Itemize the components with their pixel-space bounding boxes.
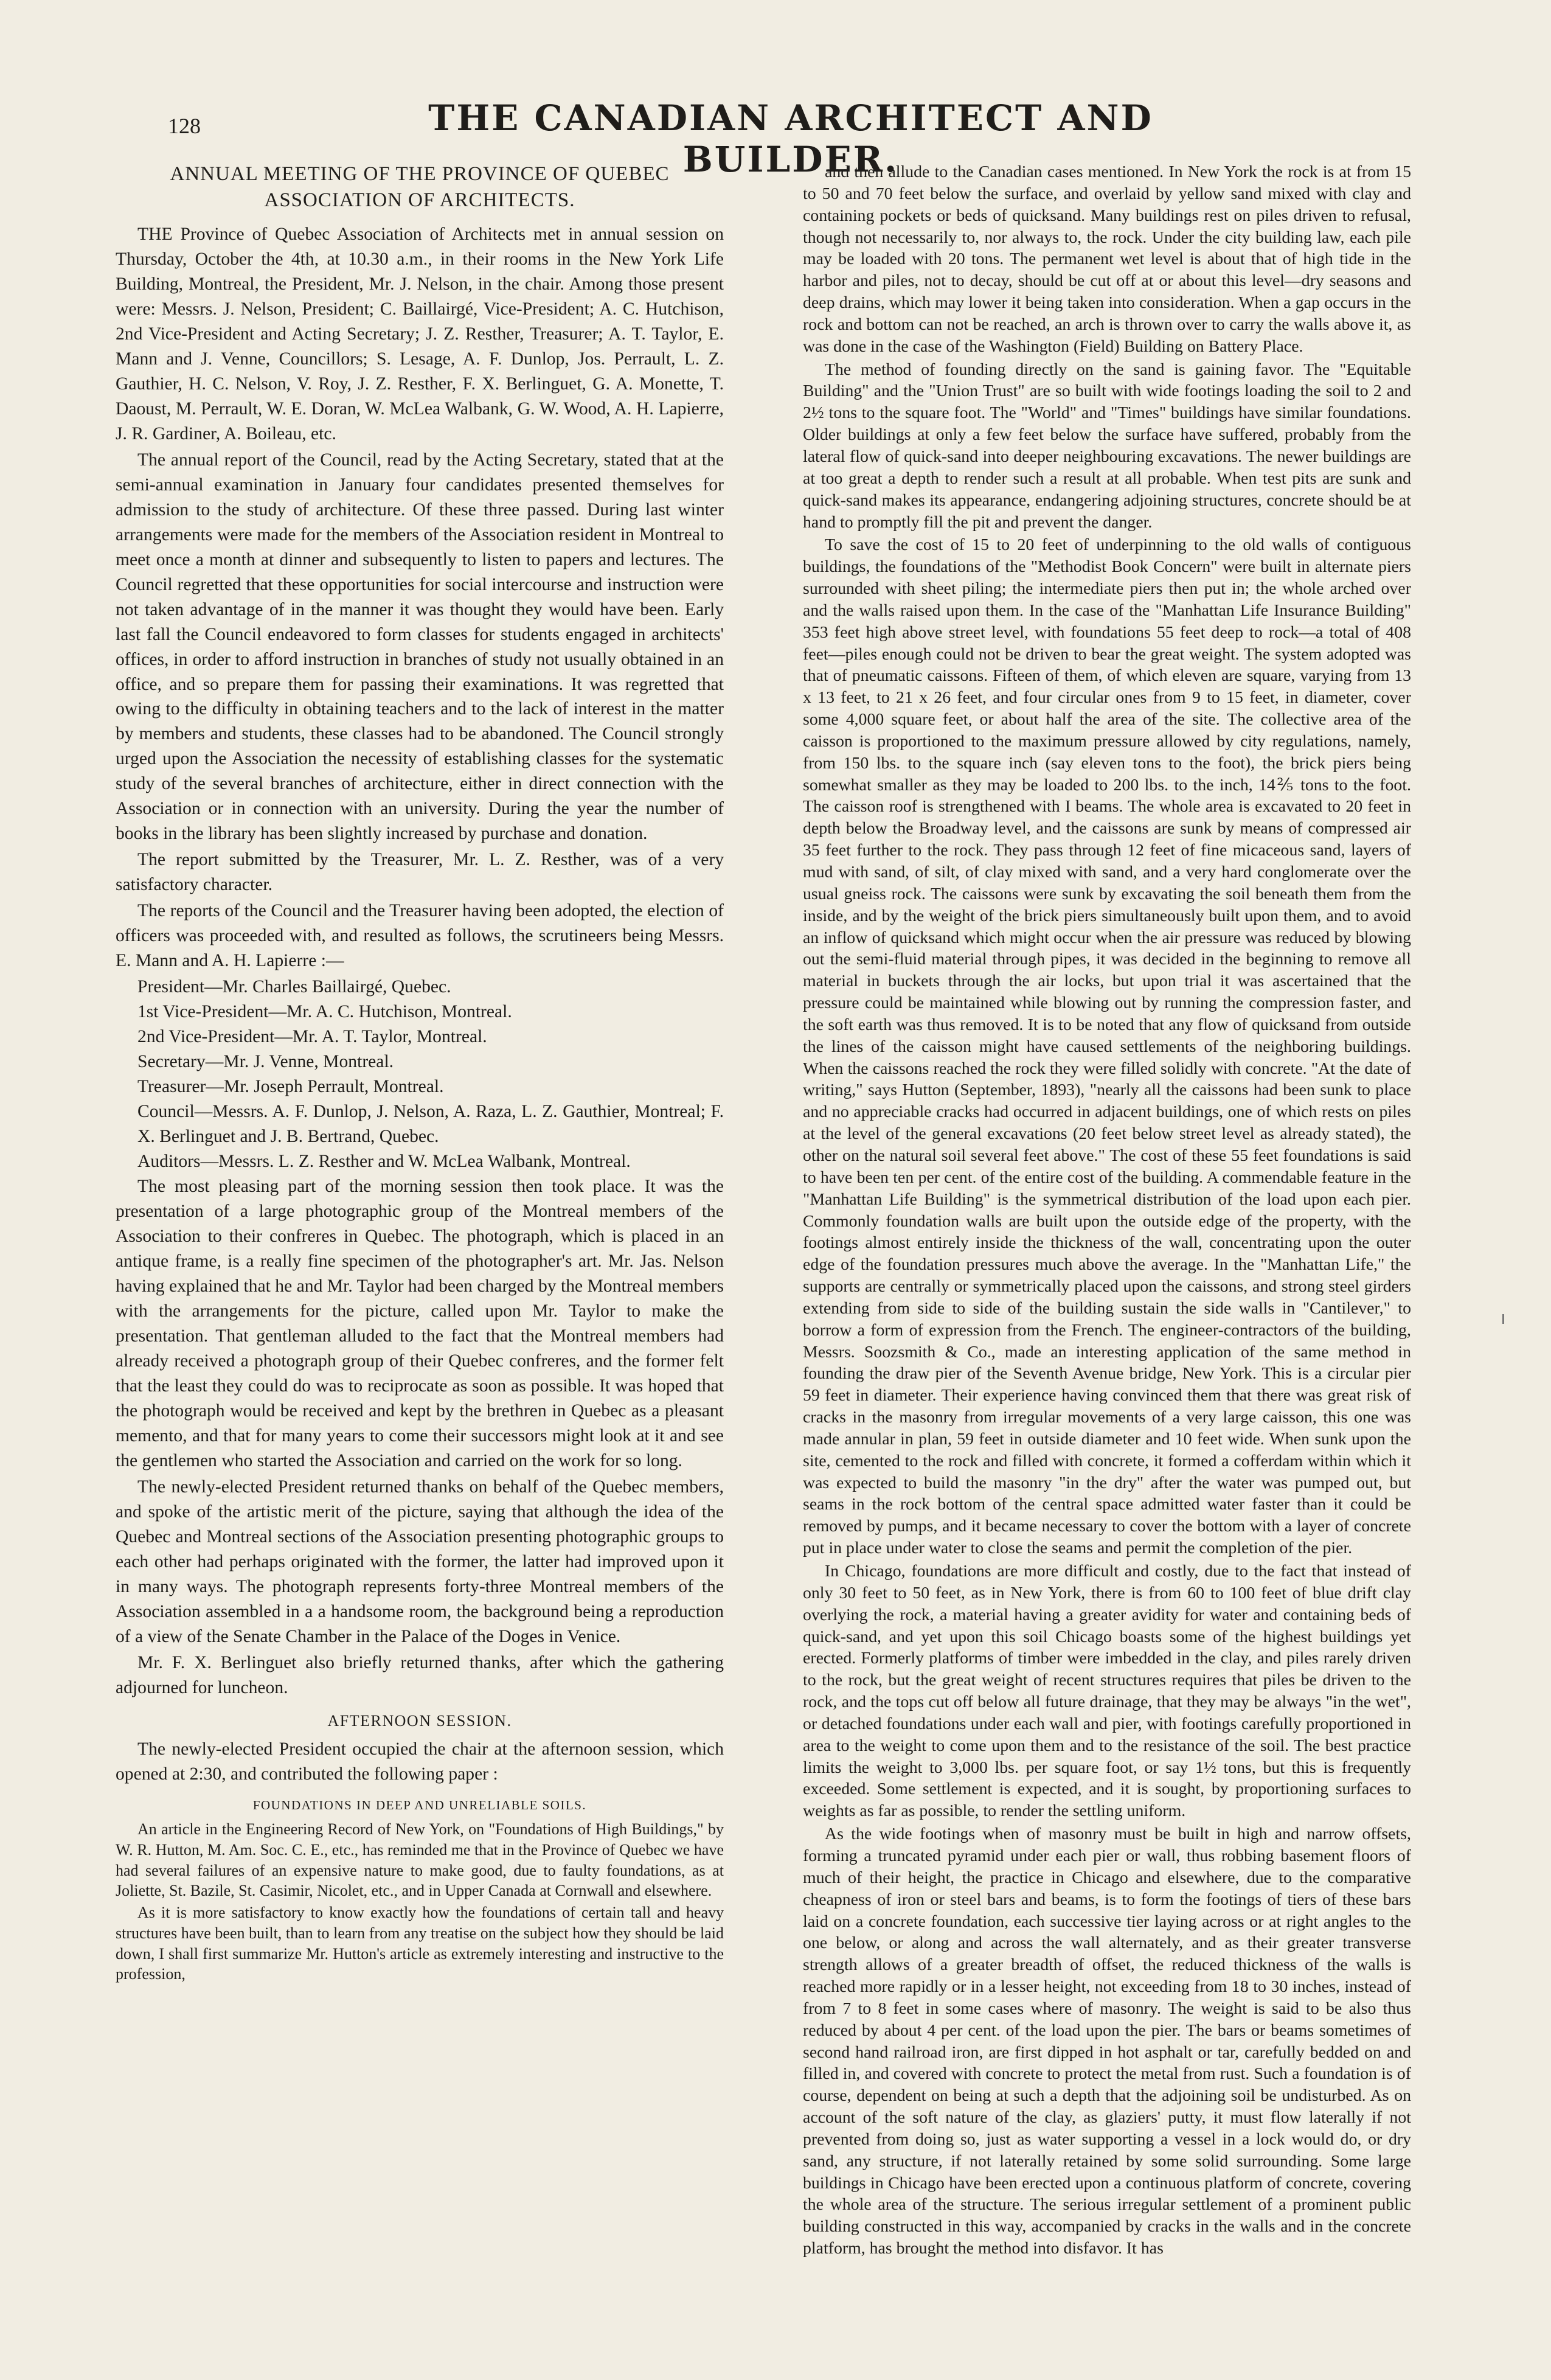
paragraph: THE Province of Quebec Association of Architects met in annual session on Thursday, October the 4th, at 10.30 a.m., in their rooms in the New York Life Building, Montreal, the President, Mr. J. Nelson, in the chair. Among those present were: Messrs. J. Nelson, President; C. Baillairgé, Vice-President; A. C. Hutchison, 2nd Vice-President and Acting Secretary; J. Z. Resther, Treasurer; A. T. Taylor, E. Mann and J. Venne, Councillors; S. Lesage, A. F. Dunlop, Jos. Perrault, L. Z. Gauthier, H. C. Nelson, V. Roy, J. Z. Resther, F. X. Berlinguet, G. A. Monette, T. Daoust, M. Perrault, W. E. Doran, W. McLea Walbank, G. W. Wood, A. H. Lapierre, J. R. Gardiner, A. Boileau, etc. xyxy=(116,224,724,444)
paragraph: An article in the Engineering Record of New York, on "Foundations of High Buildings," by W. R. Hutton, M. Am. Soc. C. E., etc., has reminded me that in the Province of Quebec we have had several failures of an expensive nature to make good, due to faulty foundations, as at Joliette, St. Bazile, St. Casimir, Nicolet, etc., and in Upper Canada at Cornwall and elsewhere. xyxy=(116,1820,724,1900)
article-title-line-2: ASSOCIATION OF ARCHITECTS. xyxy=(264,189,575,211)
paragraph: The newly-elected President occupied the chair at the afternoon session, which opened at 2:30, and contributed the following paper : xyxy=(116,1739,724,1784)
paragraph: As the wide footings when of masonry must be built in high and narrow offsets, forming a truncated pyramid under each pier or wall, thus robbing basement floors of much of their height, the practice in Chicago and elsewhere, due to the comparative cheapness of iron or steel bars and beams, is to form the footings of tiers of these bars laid on a concrete foundation, each successive tier laying across or at right angles to the one below, or along and across the wall alternately, and as their greater transverse strength allows of a greater breadth of offset, the reduced thickness of the walls is reached more rapidly or in a lesser height, not exceeding from 18 to 30 inches, instead of from 7 to 8 feet in some cases where of masonry. The weight is said to be also thus reduced by about 4 per cent. of the load upon the pier. The bars or beams sometimes of second hand railroad iron, are first dipped in hot asphalt or tar, carefully bedded on and filled in, and covered with concrete to protect the metal from rust. Such a foundation is of course, dependent on being at such a depth that the adjoining soil be undisturbed. As on account of the soft nature of the clay, as glaziers' putty, it must flow laterally if not prevented from doing so, just as water supporting a vessel in a lock would do, or dry sand, any structure, if not laterally retained by some solid surrounding. Some large buildings in Chicago have been erected upon a continuous platform of concrete, covering the whole area of the structure. The serious irregular settlement of a prominent public building constructed in this way, accompanied by cracks in the walls and in the concrete platform, has brought the method into disfavor. It has xyxy=(803,1825,1411,2258)
paragraph: and then allude to the Canadian cases mentioned. In New York the rock is at from 15 to 50 and 70 feet below the surface, and overlaid by yellow sand mixed with clay and containing pockets or beds of quicksand. Many buildings rest on piles driven to refusal, though not necessarily to, nor always to, the rock. Under the city building law, each pile may be loaded with 20 tons. The permanent wet level is about that of high tide in the harbor and piles, not to decay, should be cut off at or about this level—dry seasons and deep drains, which may lower it being taken into consideration. When a gap occurs in the rock and bottom can not be reached, an arch is thrown over to carry the walls above it, as was done in the case of the Washington (Field) Building on Battery Place. xyxy=(803,162,1411,356)
article-title xyxy=(116,161,724,214)
officer-entry: Council—Messrs. A. F. Dunlop, J. Nelson, A. Raza, L. Z. Gauthier, Montreal; F. X. Berlinguet and J. B. Bertrand, Quebec. xyxy=(137,1102,724,1147)
article-title-line-1: ANNUAL MEETING OF THE PROVINCE OF QUEBEC xyxy=(170,163,670,185)
paragraph: The report submitted by the Treasurer, Mr. L. Z. Resther, was of a very satisfactory character. xyxy=(116,850,724,895)
officer-entry: Treasurer—Mr. Joseph Perrault, Montreal. xyxy=(137,1077,444,1097)
officers-list xyxy=(116,975,724,1174)
paragraph: The newly-elected President returned thanks on behalf of the Quebec members, and spoke of the artistic merit of the picture, saying that although the idea of the Quebec and Montreal sections of the Association presenting photographic groups to each other had perhaps originated with the former, the latter had improved upon it in many ways. The photograph represents forty-three Montreal members of the Association assembled in a a handsome room, the background being a reproduction of a view of the Senate Chamber in the Palace of the Doges in Venice. xyxy=(116,1477,724,1646)
afternoon-session-heading: AFTERNOON SESSION. xyxy=(327,1711,512,1730)
officer-entry: 2nd Vice-President—Mr. A. T. Taylor, Montreal. xyxy=(137,1027,487,1047)
left-column xyxy=(116,161,724,1986)
paragraph: The most pleasing part of the morning session then took place. It was the presentation of a large photographic group of the Montreal members of the Association to their confreres in Quebec. The photograph, which is placed in an antique frame, is a really fine specimen of the photographer's art. Mr. Jas. Nelson having explained that he and Mr. Taylor had been charged by the Montreal members with the arrangements for the picture, called upon Mr. Taylor to make the presentation. That gentleman alluded to the fact that the Montreal members had already received a photograph group of their Quebec confreres, and the former felt that the least they could do was to reciprocate as soon as possible. It was hoped that the photograph would be received and kept by the brethren in Quebec as a pleasant memento, and that for many years to come their successors might look at it and see the gentlemen who started the Association and carried on the work for so long. xyxy=(116,1177,724,1471)
paragraph: The reports of the Council and the Treasurer having been adopted, the election of officers was proceeded with, and resulted as follows, the scrutineers being Messrs. E. Mann and A. H. Lapierre :— xyxy=(116,901,724,971)
paragraph: The method of founding directly on the sand is gaining favor. The "Equitable Building" and the "Union Trust" are so built with wide footings loading the soil to 2 and 2½ tons to the square foot. The "World" and "Times" buildings have similar foundations. Older buildings at only a few feet below the surface have suffered, probably from the lateral flow of quick-sand into deeper neighbouring excavations. The newer buildings are at too great a depth to render such a result at all probable. When test pits are sunk and quick-sand makes its appearance, endangering adjoining structures, concrete should be at hand to promptly fill the pit and prevent the danger. xyxy=(803,360,1411,532)
officer-entry: Secretary—Mr. J. Venne, Montreal. xyxy=(137,1052,394,1072)
masthead: THE CANADIAN ARCHITECT AND BUILDER. xyxy=(428,97,1153,180)
margin-mark xyxy=(1502,1314,1504,1324)
officer-entry: President—Mr. Charles Baillairgé, Quebec. xyxy=(137,977,451,997)
officer-entry: 1st Vice-President—Mr. A. C. Hutchison, Montreal. xyxy=(137,1002,512,1022)
paragraph: In Chicago, foundations are more difficult and costly, due to the fact that instead of only 30 feet to 50 feet, as in New York, there is from 60 to 100 feet of blue drift clay overlying the rock, a material having a greater avidity for water and containing beds of quick-sand, and yet upon this soil Chicago boasts some of the highest buildings yet erected. Formerly platforms of timber were imbedded in the clay, and piles rarely driven to the rock, but the great weight of recent structures requires that piles be driven to the rock, and the tops cut off below all future drainage, that they may be always "in the wet", or detached foundations under each wall and pier, with footings carefully proportioned in area to the weight to come upon them and to the resistance of the soil. The best practice limits the weight to 3,000 lbs. per square foot, or say 1½ tons, but this is frequently exceeded. Some settlement is expected, and it is sought, by proportioning surfaces to weights as far as possible, to render the settling uniform. xyxy=(803,1562,1411,1821)
paragraph: To save the cost of 15 to 20 feet of underpinning to the old walls of contiguous buildings, the foundations of the "Methodist Book Concern" were built in alternate piers surrounded with sheet piling; the intermediate piers then put in; the whole arched over and the walls raised upon them. In the case of the "Manhattan Life Insurance Building" 353 feet high above street level, with foundations 55 feet deep to rock—a total of 408 feet—piles enough could not be driven to bear the great weight. The system adopted was that of pneumatic caissons. Fifteen of them, of which eleven are square, varying from 13 x 13 feet, to 21 x 26 feet, and four circular ones from 9 to 15 feet, in diameter, cover some 4,000 square feet, or about half the area of the site. The collective area of the caisson is proportioned to the maximum pressure allowed by city regulations, namely, from 150 lbs. to the square inch (say eleven tons to the foot), the brick piers being somewhat smaller as they may be loaded to 200 lbs. to the inch, 14⅖ tons to the foot. The caisson roof is strengthened with I beams. The whole area is excavated to 20 feet in depth below the Broadway level, and the caissons are sunk by means of compressed air 35 feet further to the rock. They pass through 12 feet of fine micaceous sand, layers of mud with sand, of silt, of clay mixed with sand, and a very hard conglomerate over the usual gneiss rock. The caissons were sunk by excavating the soil beneath them from the inside, and by the weight of the brick piers simultaneously built upon them, and to avoid an inflow of quicksand which might occur when the air pressure was reduced by blowing out the semi-fluid material through pipes, it was decided in the beginning to remove all material in buckets through the air locks, but upon trial it was ascertained that the pressure could be maintained while blowing out by running the compression faster, and the soft earth was thus removed. It is to be noted that any flow of quicksand from outside the lines of the caisson might have caused settlements of the neighboring buildings. When the caissons reached the rock they were filled solidly with concrete. "At the date of writing," says Hutton (September, 1893), "nearly all the caissons had been sunk to place and no appreciable cracks had occurred in adjacent buildings, one of which rests on piles at the level of the general excavations (20 feet below street level as already stated), the other on the natural soil several feet above." The cost of these 55 feet foundations is said to have been ten per cent. of the entire cost of the building. A commendable feature in the "Manhattan Life Building" is the symmetrical distribution of the load upon each pier. Commonly foundation walls are built upon the outside edge of the property, with the footings almost entirely inside the thickness of the wall, concentrating upon the outer edge of the foundation pressures much above the average. In the "Manhattan Life," the supports are centrally or symmetrically placed upon the caissons, and strong steel girders extending from side to side of the building sustain the side walls in "Cantilever," to borrow a form of expression from the French. The engineer-contractors of the building, Messrs. Soozsmith & Co., made an interesting application of the same method in founding the draw pier of the Seventh Avenue bridge, New York. This is a circular pier 59 feet in diameter. Their experience having convinced them that there was great risk of cracks in the masonry from irregular movements of a very large caisson, this one was made annular in plan, 59 feet in outside diameter and 10 feet wide. When sunk upon the site, cemented to the rock and filled with concrete, it formed a cofferdam within which it was expected to build the masonry "in the dry" after the water was pumped out, but seams in the rock bottom of the central space admitted water faster than it could be removed by pumps, and it became necessary to cover the bottom with a layer of concrete put in place under water to close the seams and permit the completion of the pier. xyxy=(803,535,1411,1558)
paragraph: Mr. F. X. Berlinguet also briefly returned thanks, after which the gathering adjourned for luncheon. xyxy=(116,1652,724,1697)
officer-entry: Auditors—Messrs. L. Z. Resther and W. McLea Walbank, Montreal. xyxy=(137,1152,631,1172)
paragraph: The annual report of the Council, read by the Acting Secretary, stated that at the semi-annual examination in January four candidates presented themselves for admission to the study of architecture. Of these three passed. During last winter arrangements were made for the members of the Association resident in Montreal to meet once a month at dinner and subsequently to listen to papers and lectures. The Council regretted that these opportunities for social intercourse and instruction were not taken advantage of in the manner it was thought they would have been. Early last fall the Council endeavored to form classes for students engaged in architects' offices, in order to afford instruction in branches of study not usually obtained in an office, and so prepare them for passing their examinations. It was regretted that owing to the difficulty in obtaining teachers and to the lack of interest in the matter by members and students, these classes had to be abandoned. The Council strongly urged upon the Association the necessity of establishing classes for the systematic study of the several branches of architecture, either in direct connection with the Association or in connection with an university. During the year the number of books in the library has been slightly increased by purchase and donation. xyxy=(116,450,724,844)
right-column xyxy=(803,161,1411,2261)
paper-title: FOUNDATIONS IN DEEP AND UNRELIABLE SOILS. xyxy=(252,1797,587,1812)
page-number: 128 xyxy=(168,114,201,138)
paragraph: As it is more satisfactory to know exactly how the foundations of certain tall and heavy structures have been built, than to learn from any treatise on the subject how they should be laid down, I shall first summarize Mr. Hutton's article as extremely interesting and instructive to the profession, xyxy=(116,1904,724,1983)
